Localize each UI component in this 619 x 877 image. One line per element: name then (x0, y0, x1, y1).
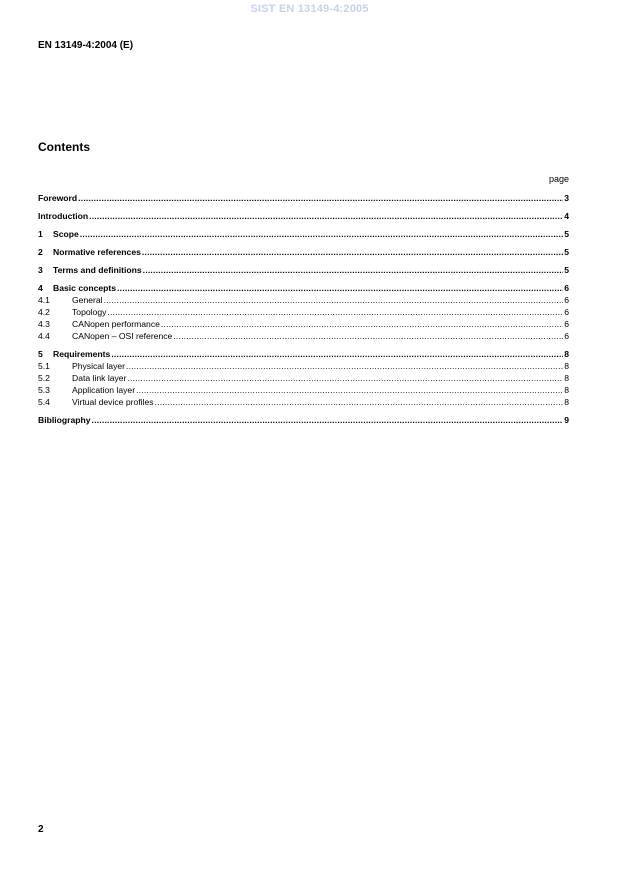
toc-subentry-application-layer[interactable] (38, 384, 569, 396)
toc-subentry-number: 4.4 (38, 331, 50, 341)
toc-entry-number: 2 (38, 247, 43, 257)
dot-leader (107, 306, 563, 318)
toc-entry-requirements[interactable] (38, 348, 569, 360)
toc-subentry-number: 4.1 (38, 295, 50, 305)
dot-leader (127, 372, 563, 384)
toc-entry-terms-and-definitions[interactable] (38, 264, 569, 276)
toc-entry-title: Scope (53, 229, 79, 239)
toc-entry-page: 5 (564, 229, 569, 239)
toc-subentry-title: CANopen – OSI reference (72, 331, 173, 341)
toc-entry-page: 8 (564, 349, 569, 359)
toc-entry-page: 9 (564, 415, 569, 425)
toc-entry-page: 6 (564, 283, 569, 293)
toc-entry-number: 5 (38, 349, 43, 359)
toc-subentry-title: General (72, 295, 103, 305)
dot-leader (173, 330, 563, 342)
toc-entry-bibliography[interactable] (38, 414, 569, 426)
dot-leader (89, 210, 563, 222)
dot-leader (104, 294, 564, 306)
toc-subentry-number: 4.2 (38, 307, 50, 317)
toc-subentry-title: Virtual device profiles (72, 397, 154, 407)
toc-subentry-title: CANopen performance (72, 319, 160, 329)
toc-subentry-number: 5.1 (38, 361, 50, 371)
page-column-label: page (548, 174, 569, 184)
toc-entry-title: Normative references (53, 247, 141, 257)
toc-entry-title: Requirements (53, 349, 111, 359)
toc-subentry-page: 8 (564, 397, 569, 407)
toc-entry-page: 5 (564, 265, 569, 275)
dot-leader (78, 192, 563, 204)
toc-entry-number: 3 (38, 265, 43, 275)
toc-subentry-page: 6 (564, 331, 569, 341)
dot-leader (143, 264, 564, 276)
toc-subentry-number: 5.4 (38, 397, 50, 407)
toc-subentry-canopen-performance[interactable] (38, 318, 569, 330)
toc-subentry-page: 8 (564, 361, 569, 371)
dot-leader (80, 228, 563, 240)
toc-subentry-data-link-layer[interactable] (38, 372, 569, 384)
dot-leader (117, 282, 563, 294)
toc-subentry-page: 6 (564, 295, 569, 305)
toc-entry-basic-concepts[interactable] (38, 282, 569, 294)
toc-subentry-title: Physical layer (72, 361, 126, 371)
document-id: EN 13149-4:2004 (E) (38, 40, 134, 51)
table-of-contents (38, 192, 569, 432)
dot-leader (92, 414, 564, 426)
dot-leader (142, 246, 563, 258)
dot-leader (161, 318, 563, 330)
toc-subentry-number: 5.2 (38, 373, 50, 383)
toc-entry-page: 3 (564, 193, 569, 203)
toc-entry-foreword[interactable] (38, 192, 569, 204)
toc-subentry-general[interactable] (38, 294, 569, 306)
toc-entry-number: 1 (38, 229, 43, 239)
toc-subentry-title: Application layer (72, 385, 136, 395)
dot-leader (126, 360, 563, 372)
toc-subentry-number: 5.3 (38, 385, 50, 395)
toc-subentry-canopen-osi-reference[interactable] (38, 330, 569, 342)
watermark: SIST EN 13149-4:2005 (250, 3, 369, 15)
dot-leader (136, 384, 563, 396)
page-number: 2 (38, 824, 44, 835)
toc-entry-normative-references[interactable] (38, 246, 569, 258)
toc-entry-title: Introduction (38, 211, 89, 221)
toc-entry-page: 4 (564, 211, 569, 221)
toc-subentry-physical-layer[interactable] (38, 360, 569, 372)
toc-entry-scope[interactable] (38, 228, 569, 240)
dot-leader (111, 348, 563, 360)
toc-subentry-title: Topology (72, 307, 107, 317)
toc-entry-title: Bibliography (38, 415, 91, 425)
dot-leader (155, 396, 564, 408)
toc-subentry-page: 6 (564, 307, 569, 317)
toc-subentry-number: 4.3 (38, 319, 50, 329)
toc-entry-number: 4 (38, 283, 43, 293)
toc-entry-title: Terms and definitions (53, 265, 142, 275)
toc-subentry-title: Data link layer (72, 373, 127, 383)
toc-subentry-page: 8 (564, 385, 569, 395)
toc-subentry-page: 8 (564, 373, 569, 383)
toc-entry-introduction[interactable] (38, 210, 569, 222)
toc-subentry-page: 6 (564, 319, 569, 329)
contents-heading: Contents (38, 140, 90, 154)
toc-entry-page: 5 (564, 247, 569, 257)
toc-entry-title: Foreword (38, 193, 78, 203)
toc-entry-title: Basic concepts (53, 283, 117, 293)
toc-subentry-virtual-device-profiles[interactable] (38, 396, 569, 408)
toc-subentry-topology[interactable] (38, 306, 569, 318)
